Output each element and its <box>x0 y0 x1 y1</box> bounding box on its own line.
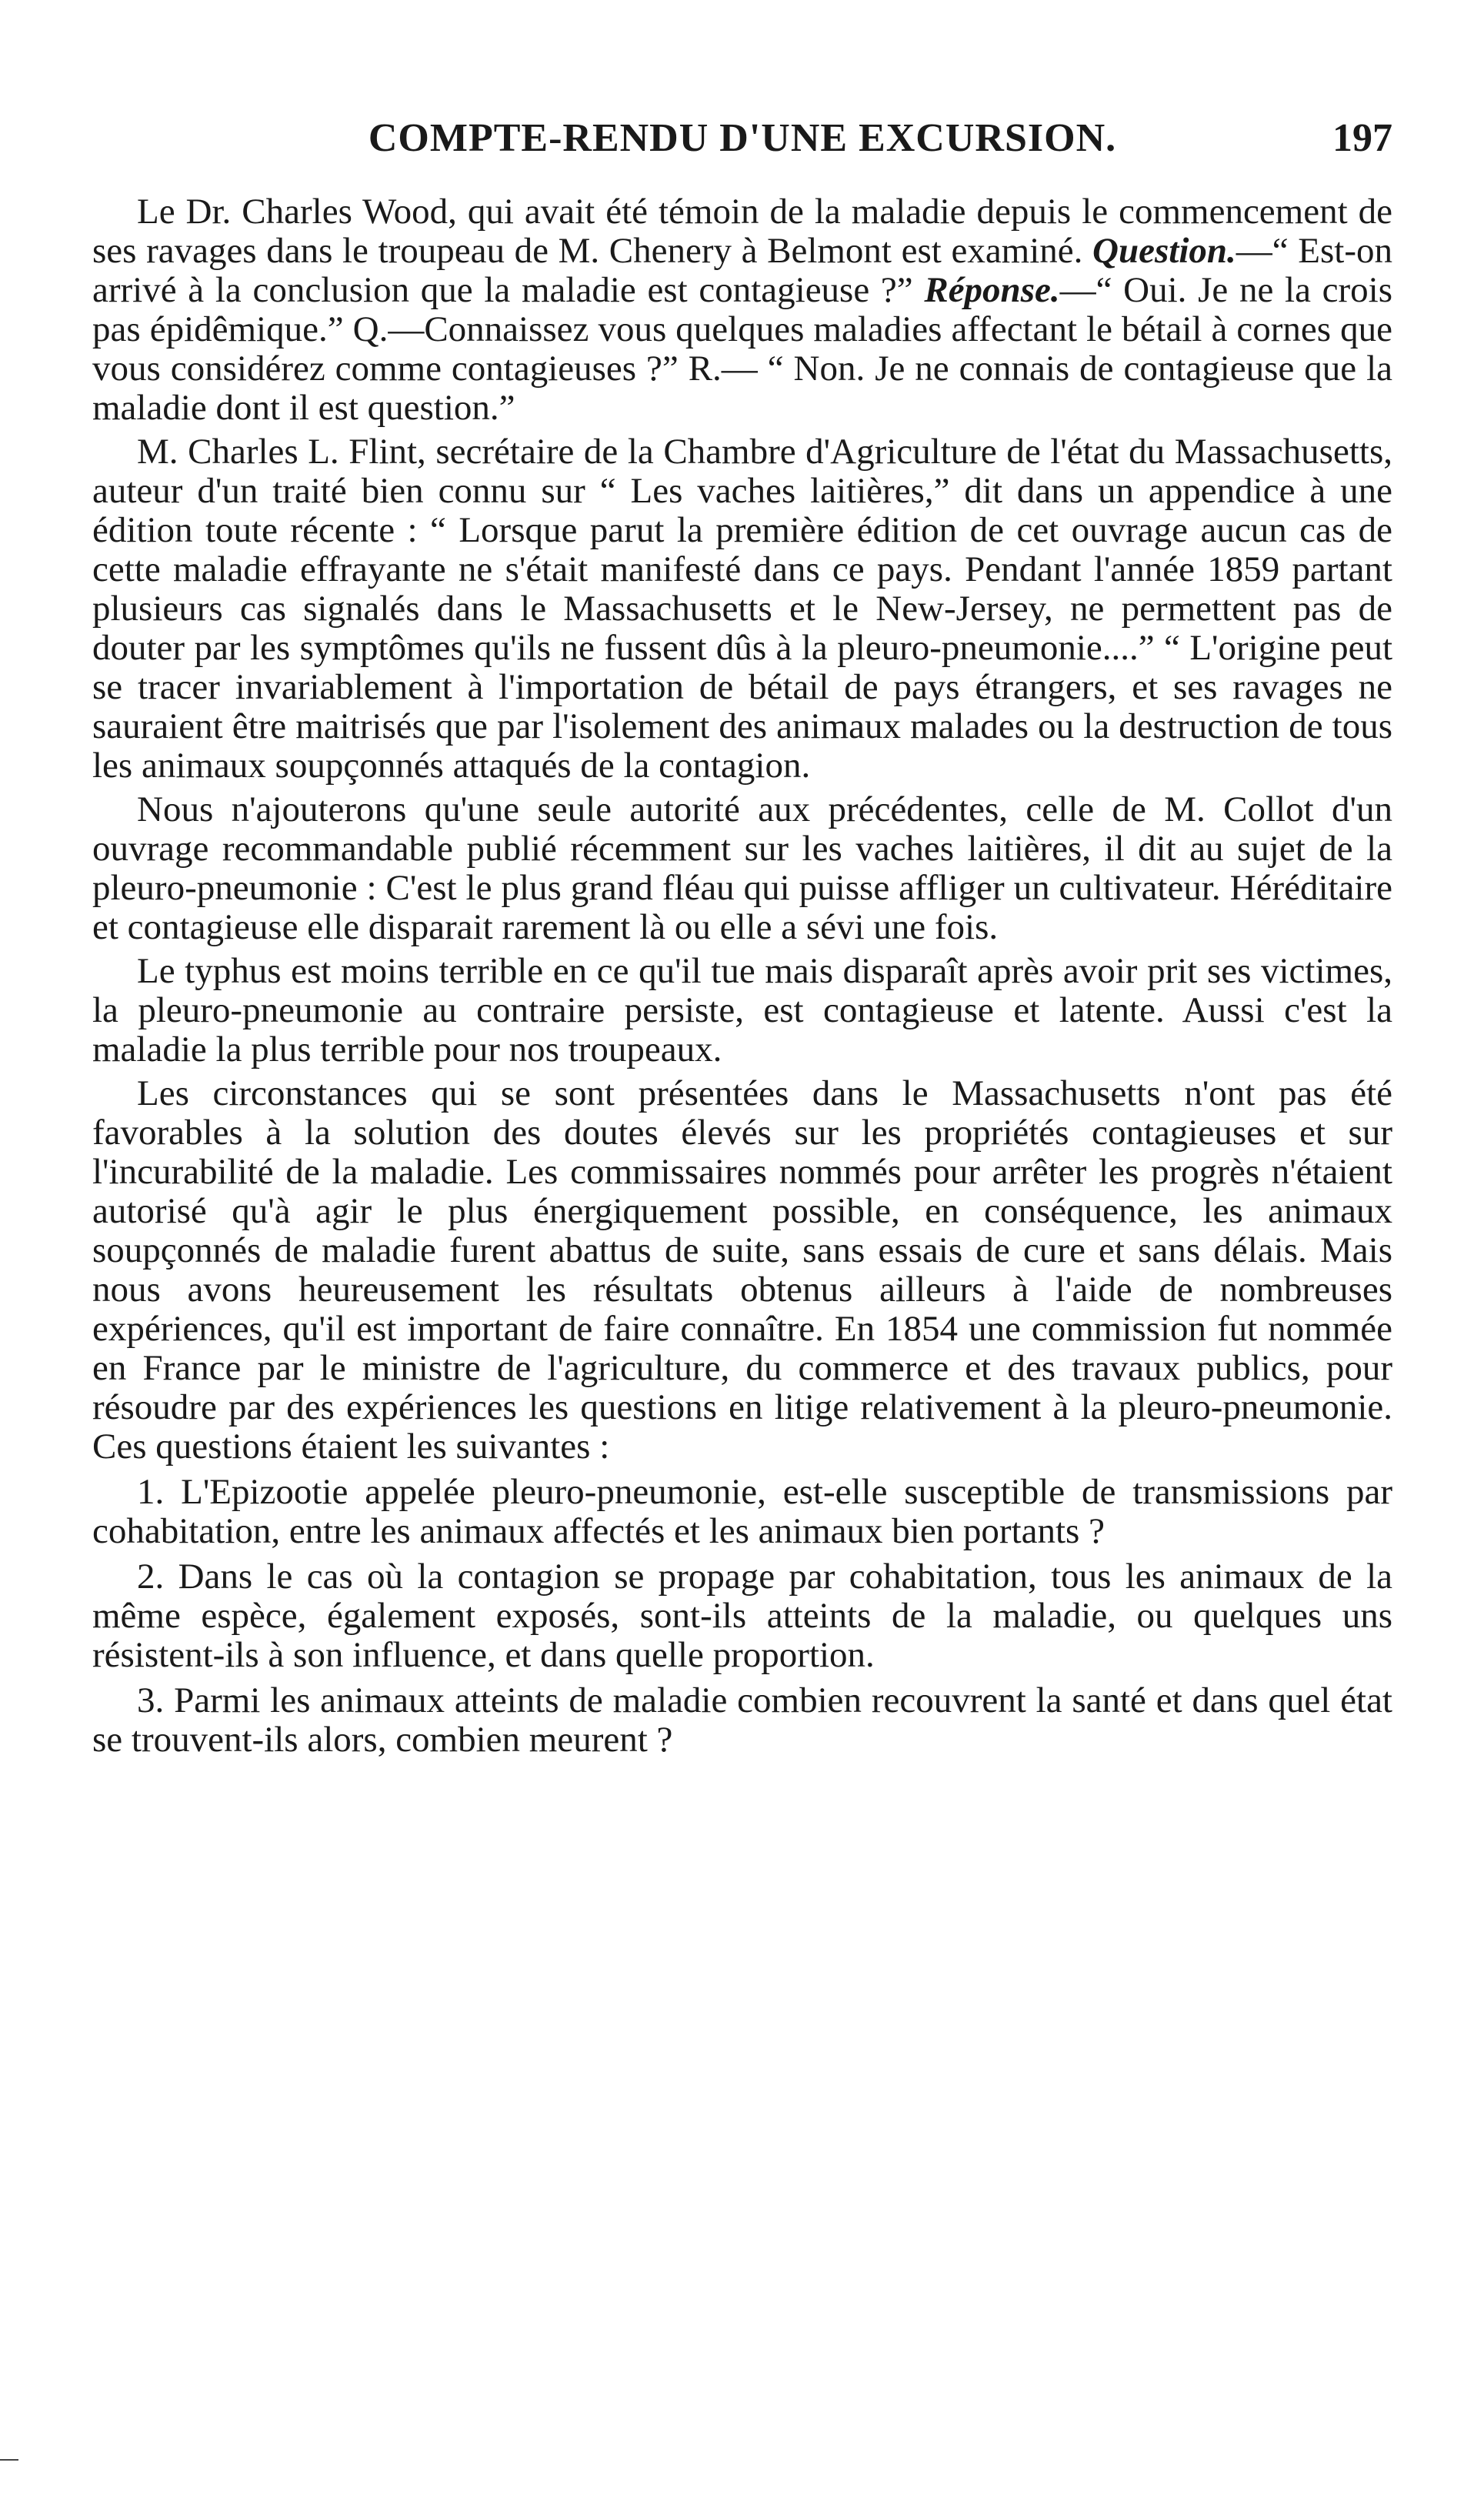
paragraph-commission: Les circonstances qui se sont présentées dans le Massachusetts n'ont pas été favorables à la solution des doutes élevés sur les propriétés contagieuses et sur l'incurabilité de la maladie. Les commissaires nommés pour arrêter les progrès n'étaient autorisé qu'à agir le plus énergiquement possible, en conséquence, les animaux soupçonnés de maladie furent abattus de suite, sans essais de cure et sans délais. Mais nous avons heureusement les résultats obtenus ailleurs à l'aide de nombreuses expériences, qu'il est important de faire connaître. En 1854 une commission fut nommée en France par le ministre de l'agriculture, du commerce et des travaux publics, pour résoudre par des expériences les questions en litige relativement à la pleuro-pneumonie. Ces questions étaient les suivantes : <box>92 1073 1392 1467</box>
paragraph-text: —“ Est-on arrivé à la conclusion que la maladie est contagieuse ?” <box>92 231 1392 310</box>
page-number: 197 <box>1332 116 1392 160</box>
question-item-2: 2. Dans le cas où la contagion se propage par cohabitation, tous les animaux de la même espèce, également exposés, sont-ils atteints de la maladie, ou quelques uns résistent-ils à son influence, et dans quelle proportion. <box>92 1557 1392 1675</box>
answer-label: Réponse. <box>924 270 1060 310</box>
question-label: Question. <box>1092 231 1236 271</box>
book-page <box>92 108 1392 2478</box>
question-item-3: 3. Parmi les animaux atteints de maladie combien recouvrent la santé et dans quel état se trouvent-ils alors, combien meurent ? <box>92 1680 1392 1760</box>
paragraph-collot: Nous n'ajouterons qu'une seule autorité aux précédentes, celle de M. Collot d'un ouvrage recommandable publié récemment sur les vaches laitières, il dit au sujet de la pleuro-pneumonie : C'est le plus grand fléau qui puisse affliger un cultivateur. Héréditaire et contagieuse elle disparait rarement là ou elle a sévi une fois. <box>92 789 1392 947</box>
body-text <box>92 192 1392 1760</box>
paragraph-typhus: Le typhus est moins terrible en ce qu'il tue mais disparaît après avoir prit ses victimes, la pleuro-pneumonie au contraire persiste, est contagieuse et latente. Aussi c'est la maladie la plus terrible pour nos troupeaux. <box>92 951 1392 1069</box>
paragraph-wood-testimony <box>92 192 1392 428</box>
question-item-1: 1. L'Epizootie appelée pleuro-pneumonie, est-elle susceptible de transmissions par cohabitation, entre les animaux affectés et les animaux bien portants ? <box>92 1472 1392 1551</box>
running-head <box>92 108 1392 169</box>
margin-rule <box>0 2459 18 2461</box>
paragraph-flint: M. Charles L. Flint, secrétaire de la Chambre d'Agriculture de l'état du Massachusetts, auteur d'un traité bien connu sur “ Les vaches laitières,” dit dans un appendice à une édition toute récente : “ Lorsque parut la première édition de cet ouvrage aucun cas de cette maladie effrayante ne s'était manifesté dans ce pays. Pendant l'année 1859 partant plusieurs cas signalés dans le Massachusetts et le New-Jersey, ne permettent pas de douter par les symptômes qu'ils ne fussent dûs à la pleuro-pneumonie....” “ L'origine peut se tracer invariablement à l'importation de bétail de pays étrangers, et ses ravages ne sauraient être maitrisés que par l'isolement des animaux malades ou la destruction de tous les animaux soupçonnés attaqués de la contagion. <box>92 432 1392 786</box>
running-title: COMPTE-RENDU D'UNE EXCURSION. <box>368 116 1117 160</box>
paragraph-text: Le Dr. Charles Wood, qui avait été témoin de la maladie depuis le commencement de ses ravages dans le troupeau de M. Chenery à Belmont est examiné. <box>92 192 1392 271</box>
paragraph-text: —“ Oui. Je ne la crois pas épidêmique.” Q.—Connaissez vous quelques maladies affectant le bétail à cornes que vous considérez comme contagieuses ?” R.— “ Non. Je ne connais de contagieuse que la maladie dont il est question.” <box>92 270 1393 428</box>
